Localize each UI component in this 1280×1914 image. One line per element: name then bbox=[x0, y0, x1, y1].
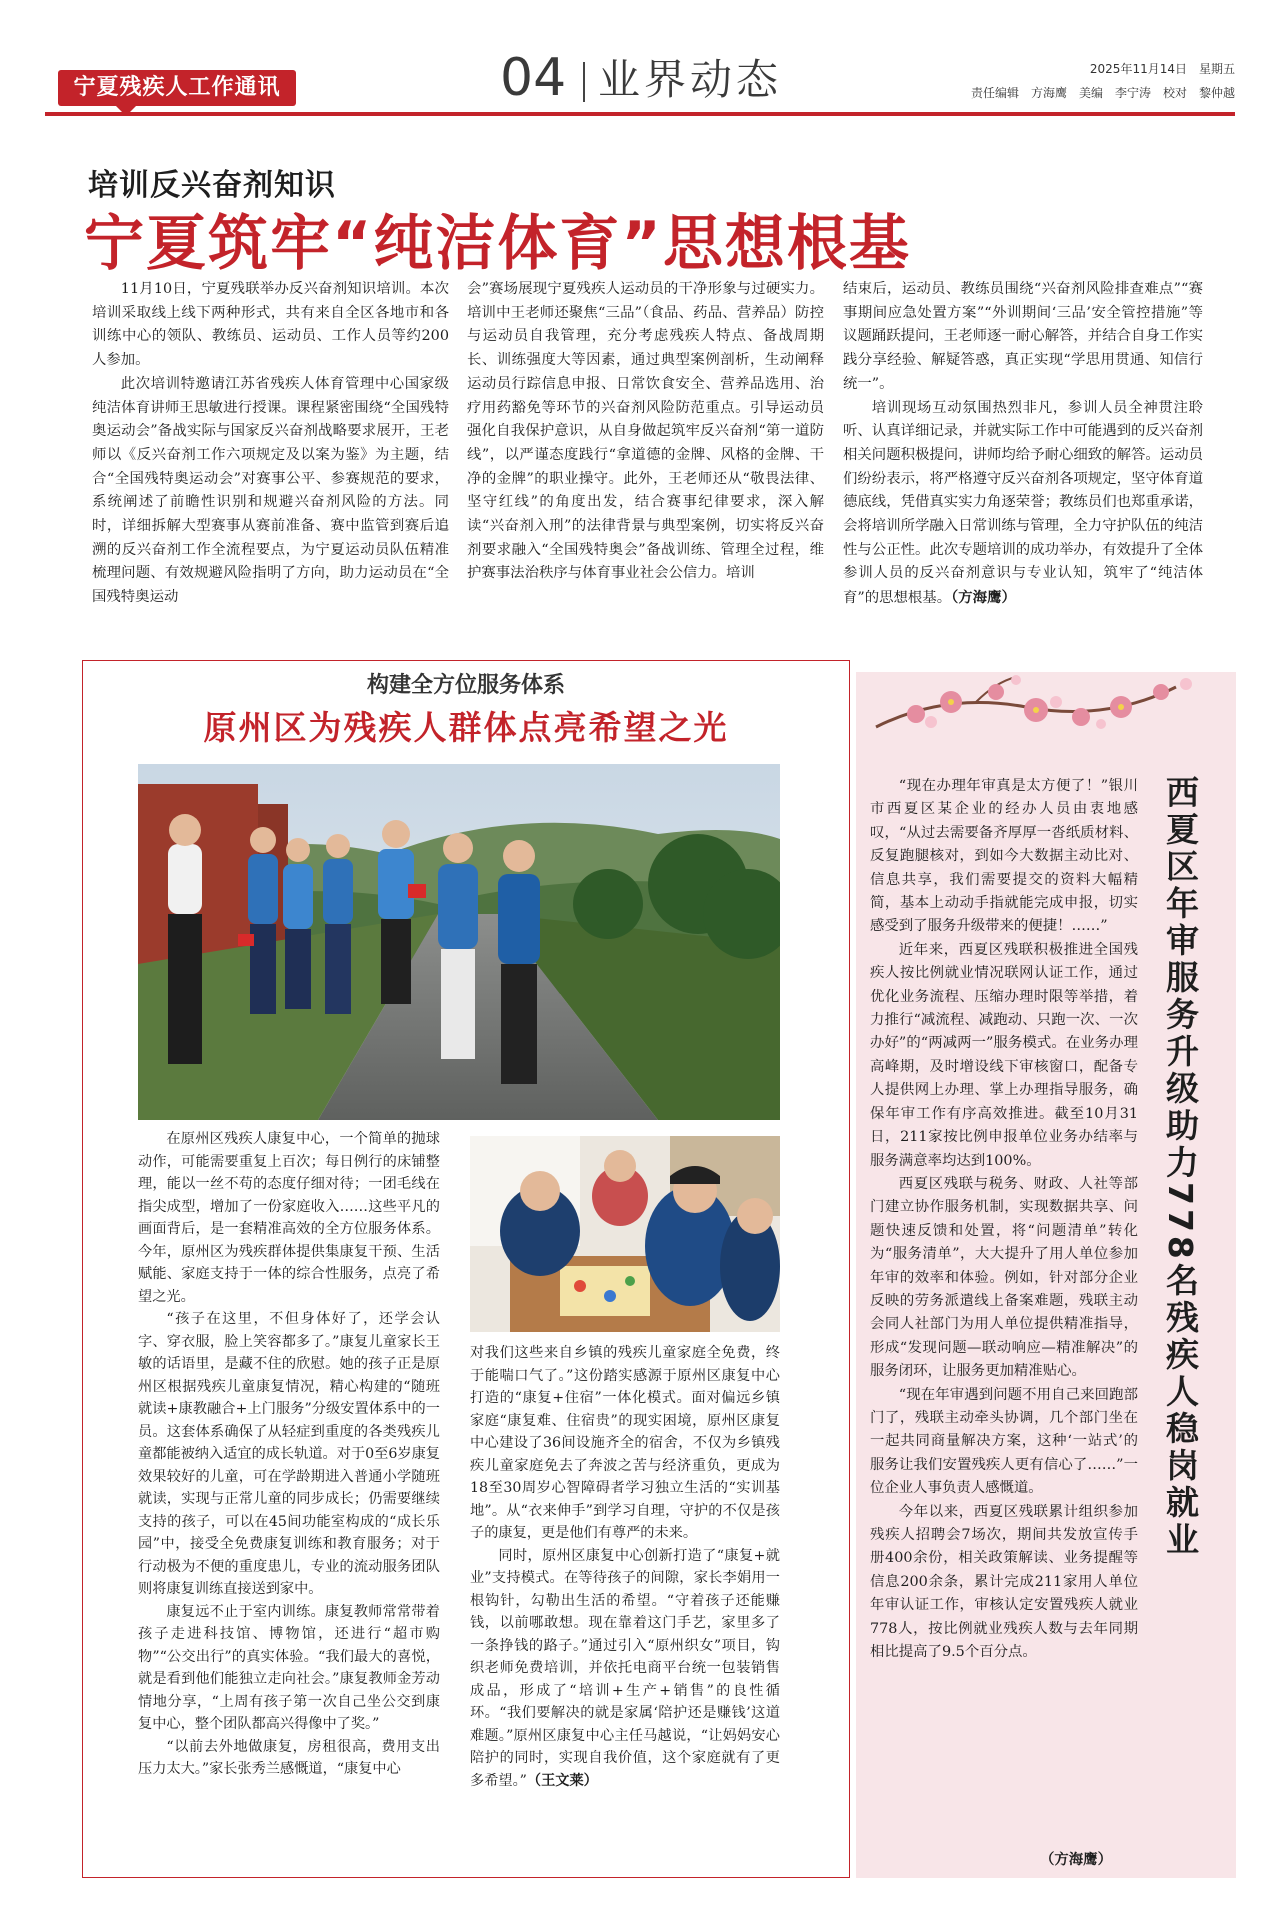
photo-crochet-class bbox=[470, 1136, 780, 1332]
section-title: 业界动态 bbox=[598, 55, 783, 104]
article2-column-left bbox=[138, 1128, 440, 1834]
header-divider bbox=[583, 62, 585, 102]
article1-paragraph: 11月10日，宁夏残联举办反兴奋剂知识培训。本次培训采取线上线下两种形式，共有来自全区各地市和各训练中心的领队、教练员、运动员、工作人员等约200人参加。 bbox=[92, 281, 449, 369]
article3-byline: （方海鹰） bbox=[1040, 1851, 1112, 1868]
article1-byline: （方海鹰） bbox=[951, 589, 1016, 607]
photo-children-walking bbox=[138, 764, 780, 1120]
article2-headline: 原州区为残疾人群体点亮希望之光 bbox=[203, 708, 729, 747]
article1-paragraph: 此次培训特邀请江苏省残疾人体育管理中心国家级纯洁体育讲师王思敏进行授课。课程紧密围绕“全国残特奥运动会”备战实际与国家反兴奋剂战略要求展开，王老师以《反兴奋剂工作六项规定及以案为鉴》为主题，结合“全国残特奥运动会”对赛事公平、参赛规范的要求，系统阐述了前瞻性识别和规避兴奋剂风险的方法。同时，详细拆解大型赛事从赛前准备、赛中监管到赛后追溯的反兴奋剂工作全流程要点，为宁夏运动员队伍精准梳理问题、有效规避风险指明了方向，助力运动员在“全国残特奥运动 bbox=[92, 375, 449, 606]
article3-paragraph: “现在办理年审真是太方便了！”银川市西夏区某企业的经办人员由衷地感叹，“从过去需要备齐厚厚一沓纸质材料、反复跑腿核对，到如今大数据主动比对、信息共享，我们需要提交的资料大幅精简，基本上动动手指就能完成申报，切实感受到了服务升级带来的便捷！……” bbox=[870, 778, 1138, 935]
article2-column-right bbox=[470, 1342, 780, 1834]
article3-paragraph: “现在年审遇到问题不用自己来回跑部门了，残联主动牵头协调，几个部门坐在一起共同商量解决方案，这种‘一站式’的服务让我们安置残疾人更有信心了……”一位企业人事负责人感慨道。 bbox=[870, 1386, 1138, 1497]
article1-column-2 bbox=[467, 278, 824, 630]
article2-paragraph: 在原州区残疾人康复中心，一个简单的抛球动作，可能需要重复上百次；每日例行的床铺整理，能以一丝不苟的态度仔细对待；一团毛线在指尖成型，增加了一份家庭收入……这些平凡的画面背后，是一套精准高效的全方位服务体系。今年，原州区为残疾群体提供集康复干预、生活赋能、家庭支持于一体的综合性服务，点亮了希望之光。 bbox=[138, 1131, 440, 1305]
article3-body bbox=[870, 775, 1138, 1825]
plum-blossom-decoration bbox=[856, 672, 1236, 752]
article1-paragraph: 会”赛场展现宁夏残疾人运动员的干净形象与过硬实力。培训中王老师还聚焦“三品”（食品、药品、营养品）防控与运动员自我管理，充分考虑残疾人特点、备战周期长、训练强度大等因素，通过典型案例剖析，生动阐释运动员行踪信息申报、日常饮食安全、营养品选用、治疗用药豁免等环节的兴奋剂风险防范重点。引导运动员强化自我保护意识，从自身做起筑牢反兴奋剂“第一道防线”，以严谨态度践行“拿道德的金牌、风格的金牌、干净的金牌”的职业操守。此外，王老师还从“敬畏法律、坚守红线”的角度出发，结合赛事纪律要求，深入解读“兴奋剂入刑”的法律背景与典型案例，切实将反兴奋剂要求融入“全国残特奥会”备战训练、管理全过程，维护赛事法治秩序与体育事业社会公信力。培训 bbox=[467, 281, 824, 582]
article1-paragraph: 结束后，运动员、教练员围绕“兴奋剂风险排查难点”“赛事期间应急处置方案”“外训期间‘三品’安全管控措施”等议题踊跃提问，王老师逐一耐心解答，并结合自身工作实践分享经验、解疑答惑，真正实现“学思用贯通、知信行统一”。 bbox=[843, 281, 1203, 392]
header-rule bbox=[45, 112, 1235, 116]
article2-paragraph: 康复远不止于室内训练。康复教师常常带着孩子走进科技馆、博物馆，还进行“超市购物”“公交出行”的真实体验。“我们最大的喜悦，就是看到他们能独立走向社会。”康复教师金芳动情地分享，“上周有孩子第一次自己坐公交到康复中心，整个团队都高兴得像中了奖。” bbox=[138, 1603, 440, 1732]
issue-date: 2025年11月14日 星期五 bbox=[1089, 62, 1235, 76]
article3-headline: 西夏区年审服务升级助力778名残疾人稳岗就业 bbox=[1161, 775, 1200, 1559]
article3-paragraph: 西夏区残联与税务、财政、人社等部门建立协作服务机制，实现数据共享、问题快速反馈和处置，将“问题清单”转化为“服务清单”，大大提升了用人单位参加年审的效率和体验。例如，针对部分企业反映的劳务派遣线上备案难题，残联主动会同人社部门为用人单位提供精准指导，形成“发现问题—联动响应—精准解决”的服务闭环，让服务更加精准贴心。 bbox=[870, 1175, 1138, 1380]
article2-paragraph: “孩子在这里，不但身体好了，还学会认字、穿衣服，脸上笑容都多了。”康复儿童家长王敏的话语里，是藏不住的欣慰。她的孩子正是原州区根据残疾儿童康复情况，精心构建的“随班就读+康教融合+上门服务”分级安置体系中的一员。这套体系确保了从轻症到重度的各类残疾儿童都能被纳入适宜的成长轨道。对于0至6岁康复效果较好的儿童，可在学龄期进入普通小学随班就读，实现与正常儿童的同步成长；仍需要继续支持的孩子，可以在45间功能室构成的“成长乐园”中，接受全免费康复训练和教育服务；对于行动极为不便的重度患儿，专业的流动服务团队则将康复训练直接送到家中。 bbox=[138, 1311, 440, 1597]
article2-kicker: 构建全方位服务体系 bbox=[366, 673, 565, 698]
article2-paragraph: “以前去外地做康复，房租很高，费用支出压力太大。”家长张秀兰感慨道，“康复中心 bbox=[138, 1738, 440, 1777]
article2-paragraph: 同时，原州区康复中心创新打造了“康复+就业”支持模式。在等待孩子的间隙，家长李娟用一根钩针，勾勒出生活的希望。“守着孩子还能赚钱，以前哪敢想。现在靠着这门手艺，家里多了一条挣钱的路子。”通过引入“原州织女”项目，钩织老师免费培训，并依托电商平台统一包装销售成品，形成了“培训+生产+销售”的良性循环。“我们要解决的就是家属‘陪护还是赚钱’这道难题。”原州区康复中心主任马越说，“让妈妈安心陪护的同时，实现自我价值，这个家庭就有了更多希望。”（王文莱） bbox=[470, 1547, 780, 1789]
article1-column-3 bbox=[843, 278, 1203, 630]
article3-paragraph: 今年以来，西夏区残联累计组织参加残疾人招聘会7场次，期间共发放宣传手册400余份，相关政策解读、业务提醒等信息200余条，累计完成211家用人单位年审认证工作，审核认定安置残疾人就业778人，按比例就业残疾人数与去年同期相比提高了9.5个百分点。 bbox=[870, 1503, 1138, 1661]
article3-paragraph: 近年来，西夏区残联积极推进全国残疾人按比例就业情况联网认证工作，通过优化业务流程、压缩办理时限等举措，着力推行“减流程、减跑动、只跑一次、一次办好”的“两减两一”服务模式。在业务办理高峰期，及时增设线下审核窗口，配备专人提供网上办理、掌上办理指导服务，确保年审工作有序高效推进。截至10月31日，211家按比例申报单位业务办结率与服务满意率均达到100%。 bbox=[870, 941, 1138, 1169]
article2-paragraph: 对我们这些来自乡镇的残疾儿童家庭全免费，终于能喘口气了。”这份踏实感源于原州区康复中心打造的“康复+住宿”一体化模式。面对偏远乡镇家庭“康复难、住宿贵”的现实困境，原州区康复中心建设了36间设施齐全的宿舍，不仅为乡镇残疾儿童家庭免去了奔波之苦与经济重负，更成为18至30周岁心智障碍者学习独立生活的“实训基地”。从“衣来伸手”到学习自理，守护的不仅是孩子的康复，更是他们有尊严的未来。 bbox=[470, 1345, 780, 1541]
article1-paragraph: 培训现场互动氛围热烈非凡，参训人员全神贯注聆听、认真详细记录，并就实际工作中可能遇到的反兴奋剂相关问题积极提问，讲师均给予耐心细致的解答。运动员们纷纷表示，将严格遵守反兴奋剂各项规定，坚守体育道德底线，凭借真实实力角逐荣誉；教练员们也郑重承诺，会将培训所学融入日常训练与管理，全力守护队伍的纯洁性与公正性。此次专题培训的成功举办，有效提升了全体参训人员的反兴奋剂意识与专业认知，筑牢了“纯洁体育”的思想根基。（方海鹰） bbox=[843, 399, 1203, 607]
editor-credits: 责任编辑 方海鹰 美编 李宁涛 校对 黎仲越 bbox=[970, 86, 1235, 100]
page-number: 04 bbox=[500, 48, 567, 108]
article1-headline: 宁夏筑牢“纯洁体育”思想根基 bbox=[84, 209, 911, 279]
article1-column-1 bbox=[92, 278, 449, 630]
article1-kicker: 培训反兴奋剂知识 bbox=[88, 168, 336, 203]
newspaper-name-tag: 宁夏残疾人工作通讯 bbox=[58, 70, 296, 106]
article2-byline: （王文莱） bbox=[526, 1772, 598, 1789]
